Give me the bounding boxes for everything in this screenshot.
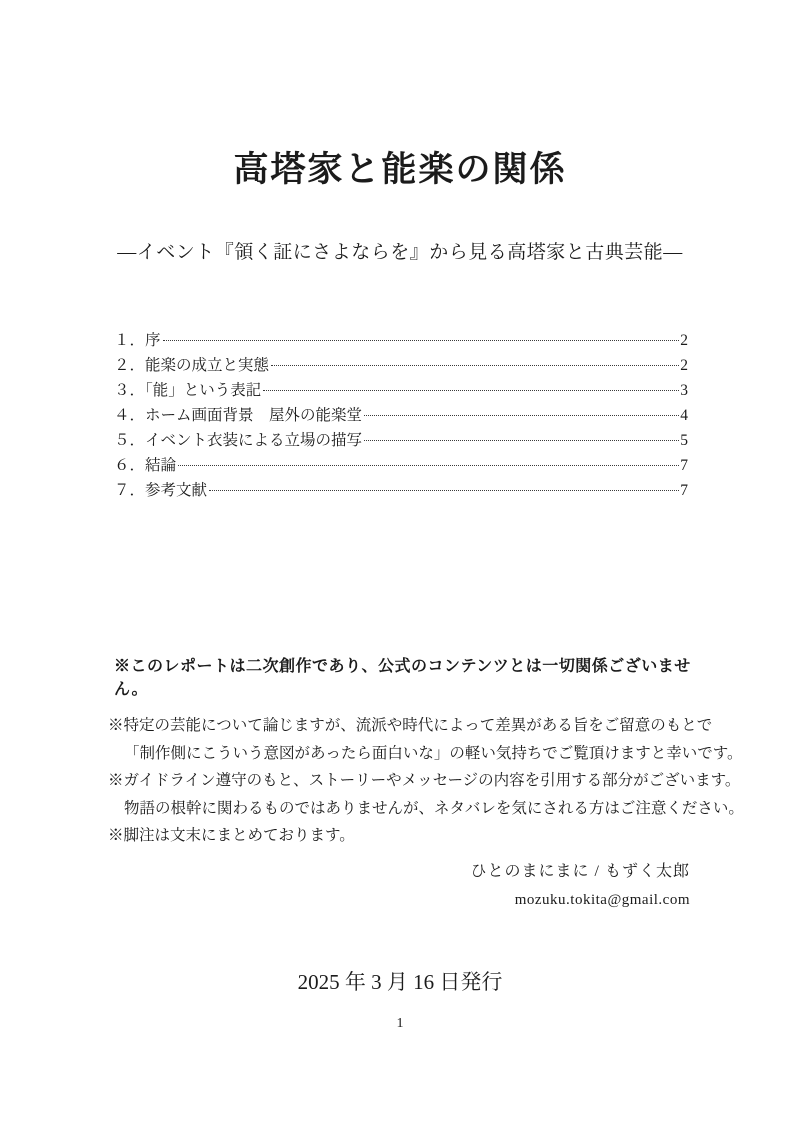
toc-entry-page: 2 [680, 332, 688, 349]
toc-entry-page: 2 [680, 357, 688, 374]
toc-entry [114, 453, 688, 478]
toc-leader-dots [364, 440, 679, 441]
toc-entry-label: ２．能楽の成立と実態 [114, 357, 270, 374]
toc-entry-label: ４．ホーム画面背景 屋外の能楽堂 [114, 407, 363, 424]
toc-entry-label: ３．「能」という表記 [114, 382, 262, 399]
toc-entry-label: ５．イベント衣装による立場の描写 [114, 432, 363, 449]
toc-entry-page: 7 [680, 457, 688, 474]
toc-leader-dots [364, 415, 679, 416]
author-block [471, 858, 690, 914]
toc-leader-dots [178, 465, 679, 466]
author-name: ひとのまにまに / もずく太郎 [470, 863, 690, 880]
note-line: 物語の根幹に関わるものではありませんが、ネタバレを気にされる方はご注意ください。 [124, 799, 744, 817]
publish-date: 2025 年 3 月 16 日発行 [297, 970, 503, 994]
toc-entry [114, 478, 688, 503]
reader-notes [108, 712, 744, 850]
note-line: 「制作側にこういう意図があったら面白いな」の軽い気持ちでご覧頂けますと幸いです。 [124, 744, 743, 762]
toc-leader-dots [271, 365, 679, 366]
note-line: ※ガイドライン遵守のもと、ストーリーやメッセージの内容を引用する部分がございます。 [108, 772, 741, 789]
toc-entry-page: 5 [680, 432, 688, 449]
derivative-work-disclaimer: ※このレポートは二次創作であり、公式のコンテンツとは一切関係ございません。 [114, 658, 691, 698]
toc-entry-label: ７．参考文献 [114, 482, 208, 499]
toc-entry [114, 328, 688, 353]
toc-entry [114, 378, 688, 403]
note-line: ※特定の芸能について論じますが、流派や時代によって差異がある旨をご留意のもとで [108, 717, 713, 734]
page-number: 1 [396, 1016, 404, 1031]
toc-entry [114, 353, 688, 378]
toc-leader-dots [209, 490, 679, 491]
toc-leader-dots [263, 390, 679, 391]
toc-entry [114, 428, 688, 453]
author-email: mozuku.tokita@gmail.com [514, 892, 690, 908]
toc-entry [114, 403, 688, 428]
toc-entry-label: ６．結論 [114, 457, 177, 474]
toc-entry-page: 7 [680, 482, 688, 499]
table-of-contents [114, 328, 688, 503]
document-subtitle: ―イベント『領く証にさよならを』から見る高塔家と古典芸能― [117, 242, 683, 263]
toc-leader-dots [163, 340, 680, 341]
note-line: ※脚注は文末にまとめております。 [108, 827, 355, 844]
toc-entry-label: １．序 [114, 332, 161, 349]
toc-entry-page: 4 [680, 407, 688, 424]
toc-entry-page: 3 [680, 382, 688, 399]
document-title: 高塔家と能楽の関係 [233, 150, 567, 189]
